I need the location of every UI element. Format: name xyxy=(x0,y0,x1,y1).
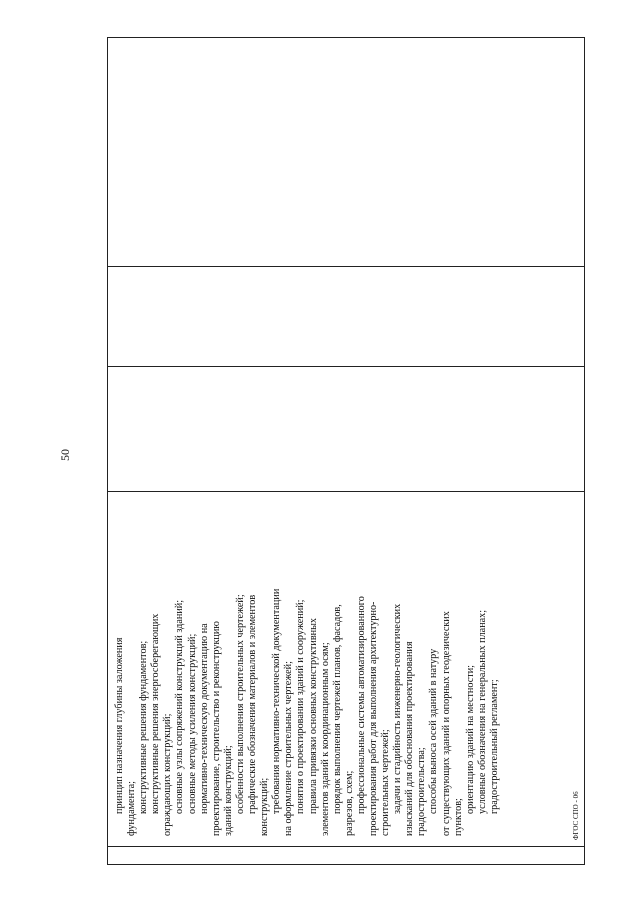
content-line: способы выноса осей зданий в натуру xyxy=(428,648,440,814)
content-line: задачи и стадийность инженерно-геологических xyxy=(392,603,404,814)
content-line: конструкций; xyxy=(259,777,271,836)
content-line: пунктов; xyxy=(452,798,464,836)
content-line: проектирования работ для выполнения архитектурно- xyxy=(367,601,379,836)
content-line: проектирование, строительство и реконструкцию xyxy=(210,621,222,836)
content-line: конструктивные решения фундаментов; xyxy=(138,640,150,814)
content-line: фундамента; xyxy=(126,781,138,836)
content-line: профессиональные системы автоматизированного xyxy=(355,596,367,814)
table-cell-blank-c xyxy=(108,267,585,367)
content-line: ограждающих конструкций; xyxy=(162,713,174,836)
content-line: основные методы усиления конструкций; xyxy=(186,633,198,814)
table-cell-blank-d xyxy=(108,38,585,267)
content-line: порядок выполнения чертежей планов, фасадов, xyxy=(331,604,343,814)
content-line: графические обозначения материалов и элементов xyxy=(247,594,259,814)
content-line: градостроительный регламент; xyxy=(488,679,500,814)
content-line: понятия о проектировании зданий и сооружений; xyxy=(295,599,307,814)
content-line: основные узлы сопряжений конструкций зданий; xyxy=(174,599,186,814)
content-line: особенности выполнения строительных чертежей; xyxy=(234,594,246,814)
table-cell-content xyxy=(108,492,585,847)
content-line: правила привязки основных конструктивных xyxy=(307,617,319,814)
content-line: от существующих зданий и опорных геодезических xyxy=(440,611,452,836)
content-line: строительных чертежей; xyxy=(380,729,392,836)
content-line: условные обозначения на генеральных планах; xyxy=(476,609,488,814)
content-line: элементов зданий к координационным осям; xyxy=(319,642,331,836)
content-line: нормативно-техническую документацию на xyxy=(198,623,210,814)
table-grid xyxy=(107,37,585,865)
table-cell-blank-b xyxy=(108,367,585,492)
content-line: требования нормативно-технической документации xyxy=(271,588,283,814)
content-line: зданий конструкций; xyxy=(222,745,234,836)
content-line: градостроительства; xyxy=(416,747,428,836)
content-line: разрезов, схем; xyxy=(343,770,355,836)
content-line: на оформление строительных чертежей; xyxy=(283,661,295,836)
table-cell-blank-a xyxy=(108,847,585,865)
content-line: конструктивные решения энергосберегающих xyxy=(150,613,162,814)
footer-mark: ФГОС СПО - 06 xyxy=(572,791,580,840)
content-line: изысканий для обоснования проектирования xyxy=(404,641,416,836)
content-line: ориентацию зданий на местности; xyxy=(464,665,476,814)
table-row xyxy=(108,38,585,865)
page-number: 50 xyxy=(58,449,72,461)
content-list xyxy=(114,500,501,836)
content-line: принцип назначения глубины заложения xyxy=(114,637,125,814)
standards-table xyxy=(107,38,585,865)
